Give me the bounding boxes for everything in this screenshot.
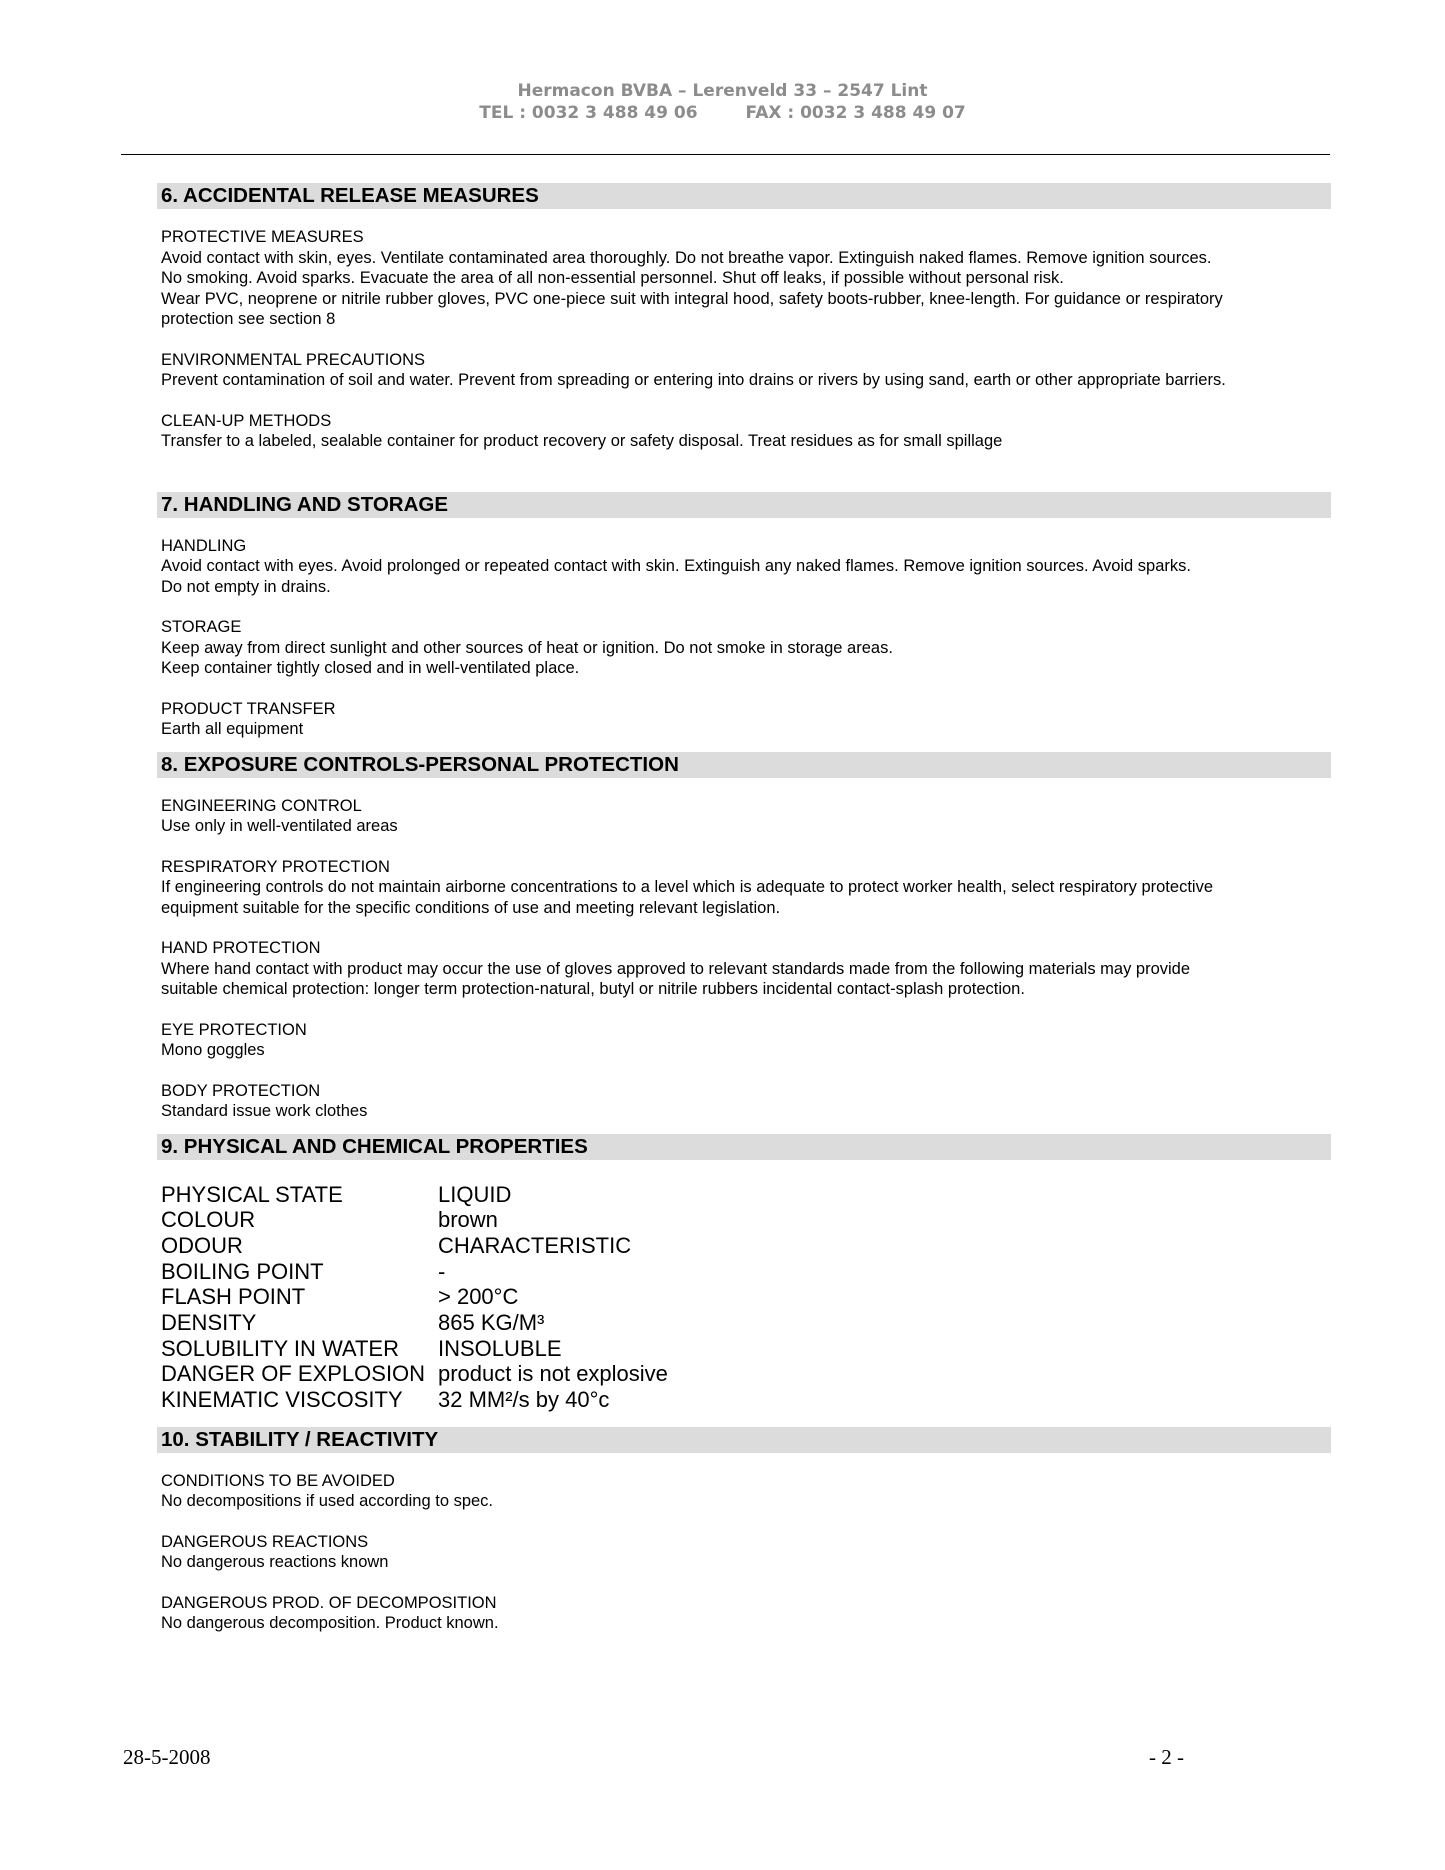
engineering-control (161, 796, 1331, 837)
company-address: Hermacon BVBA – Lerenveld 33 – 2547 Lint (517, 81, 928, 101)
section-6-title: 6. ACCIDENTAL RELEASE MEASURES (157, 183, 1331, 209)
subsection-heading: DANGEROUS REACTIONS (161, 1532, 369, 1551)
dangerous-decomposition (161, 1593, 1331, 1634)
property-row (161, 1336, 668, 1362)
property-row (161, 1207, 668, 1233)
property-value: 32 MM²/s by 40°c (438, 1387, 610, 1413)
clean-up-methods (161, 411, 1331, 452)
property-row (161, 1284, 668, 1310)
subsection-heading: CLEAN-UP METHODS (161, 411, 332, 430)
subsection-heading: DANGEROUS PROD. OF DECOMPOSITION (161, 1593, 497, 1612)
body-text: equipment suitable for the specific conditions of use and meeting relevant legislation. (161, 898, 781, 917)
body-text: Prevent contamination of soil and water. Prevent from spreading or entering into drains or rivers by using sand, earth or other appropriate barriers. (161, 371, 1226, 389)
property-name: BOILING POINT (161, 1258, 324, 1284)
property-value: product is not explosive (438, 1361, 668, 1387)
body-text: Keep away from direct sunlight and other sources of heat or ignition. Do not smoke in storage areas. (161, 638, 893, 657)
body-text: No dangerous reactions known (161, 1553, 389, 1572)
subsection-heading: BODY PROTECTION (161, 1081, 321, 1100)
section-8-title: 8. EXPOSURE CONTROLS-PERSONAL PROTECTION (157, 752, 1331, 778)
document-body (161, 183, 1331, 1634)
footer-date: 28-5-2008 (123, 1745, 211, 1769)
body-text: Do not empty in drains. (161, 577, 331, 596)
subsection-heading: HANDLING (161, 536, 247, 555)
fax-number: FAX : 0032 3 488 49 07 (745, 103, 966, 123)
section-10-title: 10. STABILITY / REACTIVITY (157, 1427, 1331, 1453)
subsection-heading: HAND PROTECTION (161, 939, 321, 957)
body-text: Mono goggles (161, 1041, 265, 1059)
body-text: Use only in well-ventilated areas (161, 817, 398, 835)
subsection-heading: ENVIRONMENTAL PRECAUTIONS (161, 350, 426, 369)
contact-line (0, 102, 1445, 124)
subsection-heading: EYE PROTECTION (161, 1020, 307, 1039)
storage (161, 617, 1331, 679)
property-name: DENSITY (161, 1310, 257, 1336)
subsection-heading: PRODUCT TRANSFER (161, 699, 336, 718)
property-name: KINEMATIC VISCOSITY (161, 1387, 403, 1413)
environmental-precautions (161, 350, 1331, 391)
subsection-heading: ENGINEERING CONTROL (161, 796, 362, 815)
properties-table (161, 1182, 1331, 1413)
body-text: protection see section 8 (161, 310, 336, 328)
body-text: Transfer to a labeled, sealable container for product recovery or safety disposal. Treat residues as for small spillage (161, 432, 1003, 450)
body-text: Avoid contact with skin, eyes. Ventilate contaminated area thoroughly. Do not breathe vapor. Extinguish naked flames. Remove ignition sources. (161, 248, 1212, 267)
property-row (161, 1310, 668, 1336)
header-divider (121, 154, 1330, 155)
dangerous-reactions (161, 1532, 1331, 1573)
body-text: Keep container tightly closed and in well-ventilated place. (161, 659, 580, 677)
conditions-to-avoid (161, 1471, 1331, 1512)
property-value: INSOLUBLE (438, 1335, 562, 1361)
body-text: Where hand contact with product may occur the use of gloves approved to relevant standards made from the following materials may provide (161, 959, 1191, 978)
property-name: COLOUR (161, 1207, 256, 1233)
subsection-heading: STORAGE (161, 618, 242, 636)
property-name: DANGER OF EXPLOSION (161, 1361, 426, 1387)
body-text: Wear PVC, neoprene or nitrile rubber gloves, PVC one-piece suit with integral hood, safety boots-rubber, knee-length. For guidance or respiratory (161, 289, 1223, 308)
property-row (161, 1387, 668, 1413)
property-value: 865 KG/M³ (438, 1310, 545, 1336)
property-value: > 200°C (438, 1284, 519, 1310)
property-name: ODOUR (161, 1232, 243, 1258)
body-text: Earth all equipment (161, 720, 304, 738)
handling (161, 536, 1331, 598)
subsection-heading: CONDITIONS TO BE AVOIDED (161, 1471, 395, 1490)
property-name: PHYSICAL STATE (161, 1181, 343, 1207)
property-row (161, 1182, 668, 1208)
phone-number: TEL : 0032 3 488 49 06 (479, 103, 698, 123)
eye-protection (161, 1020, 1331, 1061)
property-row (161, 1259, 668, 1285)
body-text: Standard issue work clothes (161, 1102, 368, 1120)
product-transfer (161, 699, 1331, 740)
hand-protection (161, 938, 1331, 1000)
body-text: Avoid contact with eyes. Avoid prolonged or repeated contact with skin. Extinguish any naked flames. Remove ignition sources. Avoid sparks. (161, 557, 1191, 575)
page-number: - 2 - (1149, 1745, 1184, 1769)
property-value: LIQUID (438, 1181, 512, 1207)
property-row (161, 1361, 668, 1387)
property-value: CHARACTERISTIC (438, 1232, 632, 1258)
subsection-heading: PROTECTIVE MEASURES (161, 228, 364, 246)
section-7-title: 7. HANDLING AND STORAGE (157, 492, 1331, 518)
body-text: No decompositions if used according to spec. (161, 1492, 494, 1511)
subsection-heading: RESPIRATORY PROTECTION (161, 857, 390, 876)
protective-measures (161, 227, 1331, 330)
page-header (0, 80, 1445, 124)
body-text: No dangerous decomposition. Product known. (161, 1614, 499, 1633)
respiratory-protection (161, 857, 1331, 919)
property-name: FLASH POINT (161, 1284, 306, 1310)
body-text: suitable chemical protection: longer term protection-natural, butyl or nitrile rubbers incidental contact-splash protection. (161, 980, 1025, 998)
property-row (161, 1233, 668, 1259)
body-protection (161, 1081, 1331, 1122)
body-text: If engineering controls do not maintain airborne concentrations to a level which is adequate to protect worker health, select respiratory protective (161, 878, 1213, 896)
property-name: SOLUBILITY IN WATER (161, 1335, 399, 1361)
property-value: - (438, 1258, 446, 1284)
section-9-title: 9. PHYSICAL AND CHEMICAL PROPERTIES (157, 1134, 1331, 1160)
body-text: No smoking. Avoid sparks. Evacuate the area of all non-essential personnel. Shut off leaks, if possible without personal risk. (161, 269, 1064, 287)
property-value: brown (438, 1207, 498, 1233)
